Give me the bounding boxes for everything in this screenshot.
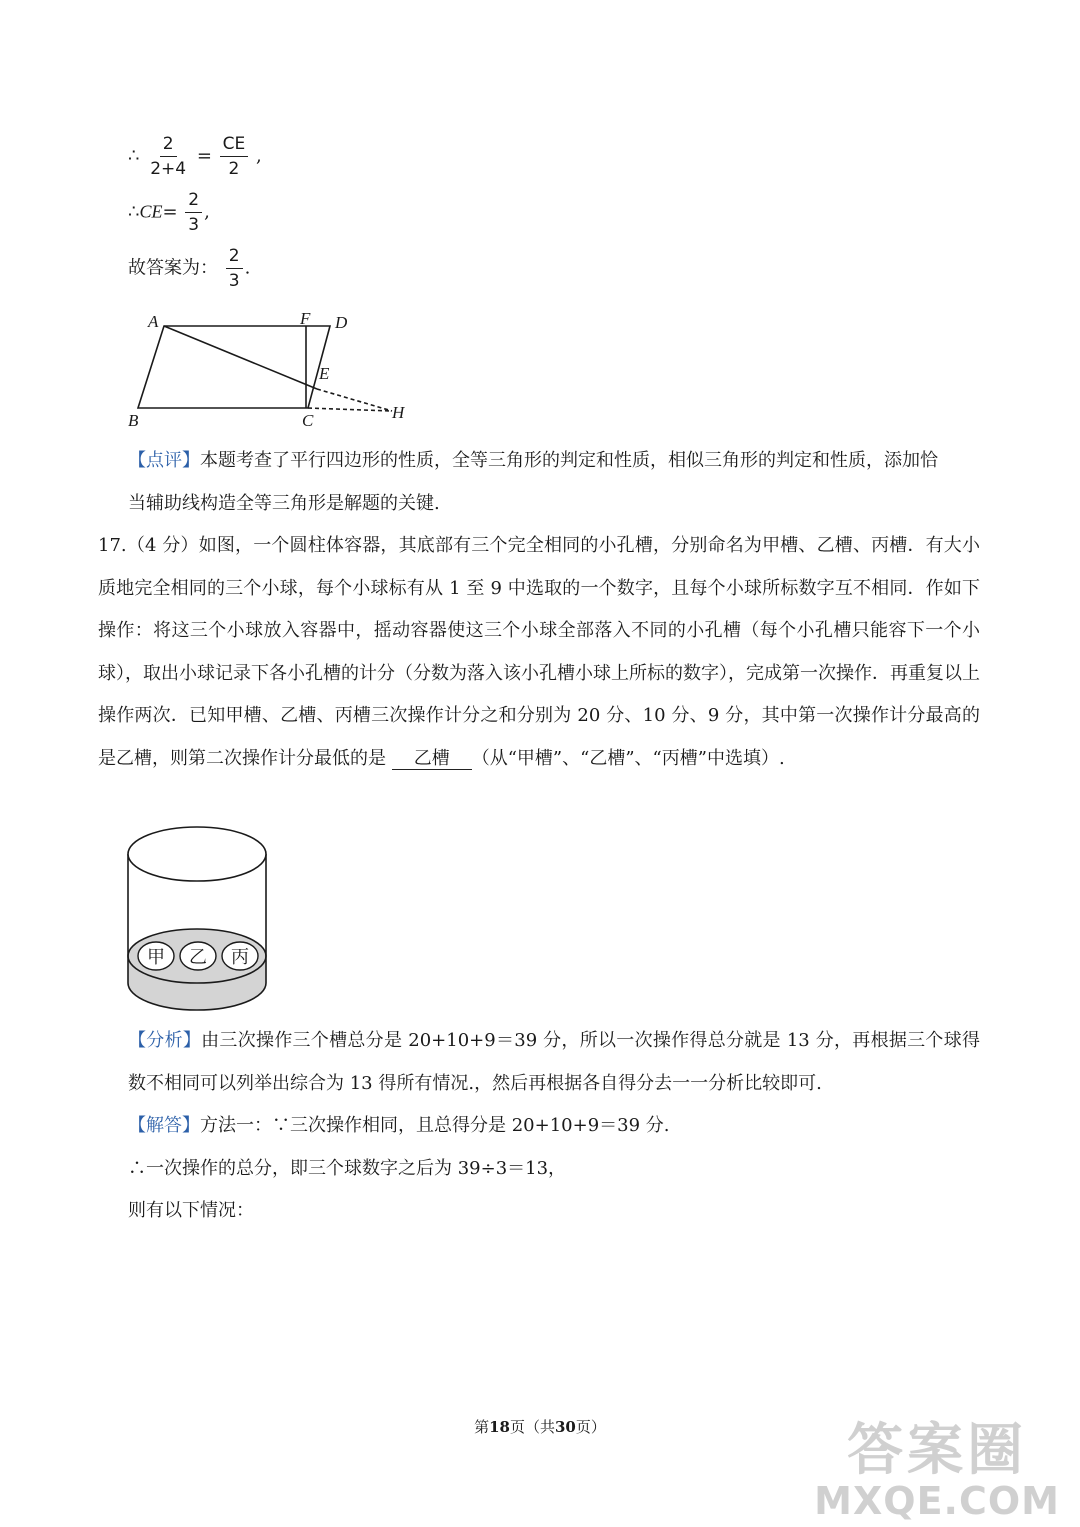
label-d: D bbox=[335, 313, 348, 332]
equation-ratio bbox=[128, 134, 262, 179]
fraction-denominator: 2+4 bbox=[150, 159, 187, 179]
variable-ce: CE bbox=[139, 201, 163, 222]
solution-line-1: 方法一：∵三次操作相同，且总得分是 20+10+9＝39 分. bbox=[200, 1115, 670, 1136]
review-text-1: 本题考查了平行四边形的性质，全等三角形的判定和性质，相似三角形的判定和性质，添加恰 bbox=[200, 450, 938, 471]
fraction-denominator: 2 bbox=[228, 159, 240, 179]
page-number: 18 bbox=[489, 1418, 510, 1436]
fraction-ce bbox=[185, 190, 202, 235]
footer-suffix: 页） bbox=[575, 1418, 606, 1436]
answer-label: 故答案为： bbox=[128, 257, 218, 279]
slot-label-yi: 乙 bbox=[189, 947, 207, 968]
solution-tag: 【解答】 bbox=[128, 1115, 200, 1136]
question-number: 17. bbox=[98, 535, 127, 556]
page-total: 30 bbox=[555, 1418, 576, 1436]
review-text-2: 当辅助线构造全等三角形是解题的关键. bbox=[128, 492, 440, 514]
parallelogram-figure bbox=[120, 305, 420, 435]
segment-ch-dashed bbox=[308, 408, 392, 411]
fraction-numerator: 2 bbox=[226, 246, 243, 269]
answer-fraction bbox=[226, 246, 243, 291]
solution-line-2: ∴一次操作的总分，即三个球数字之后为 39÷3＝13， bbox=[128, 1157, 567, 1179]
review-paragraph bbox=[128, 440, 980, 525]
fraction-numerator: CE bbox=[220, 134, 249, 157]
fraction-right bbox=[220, 134, 249, 179]
segment-ae bbox=[164, 326, 317, 389]
equals-sign: = bbox=[196, 145, 212, 167]
cylinder-top-rim bbox=[128, 827, 266, 881]
analysis-tag: 【分析】 bbox=[128, 1030, 202, 1051]
parallelogram-abcd bbox=[138, 326, 330, 408]
cylinder-figure bbox=[120, 818, 280, 1018]
comma: , bbox=[256, 145, 262, 167]
therefore-symbol: ∴ bbox=[128, 145, 140, 167]
fraction-left bbox=[147, 134, 189, 179]
question-score: （4 分） bbox=[126, 535, 199, 556]
question-17 bbox=[98, 525, 980, 780]
solution-line-3: 则有以下情况： bbox=[128, 1200, 254, 1221]
footer-mid: 页（共 bbox=[509, 1418, 555, 1436]
label-f: F bbox=[300, 309, 311, 328]
equals-sign: = bbox=[162, 201, 178, 223]
analysis-paragraph bbox=[128, 1020, 980, 1105]
fraction-denominator: 3 bbox=[188, 215, 200, 235]
footer-prefix: 第 bbox=[474, 1418, 490, 1436]
answer-line bbox=[128, 246, 250, 291]
comma: , bbox=[204, 201, 210, 223]
slot-label-bing: 丙 bbox=[231, 947, 249, 968]
watermark-logo bbox=[814, 1418, 1060, 1523]
question-text: 如图，一个圆柱体容器，其底部有三个完全相同的小孔槽，分别命名为甲槽、乙槽、丙槽．有大小质地完全相同的三个小球，每个小球标有从 1 至 9 中选取的一个数字，且每个小球所标数字互不相同．作如下操作：将这三个小球放入容器中，摇动容器使这三个小球全部落入不同的小孔槽（每个小孔槽只能容下一个小球），取出小球记录下各小孔槽的计分（分数为落入该小孔槽小球上所标的数字），完成第一次操作．再重复以上操作两次．已知甲槽、乙槽、丙槽三次操作计分之和分别为 20 分、10 分、9 分，其中第一次操作计分最高的是乙槽，则第二次操作计分最低的是 bbox=[98, 535, 980, 769]
label-a: A bbox=[148, 312, 159, 331]
label-b: B bbox=[128, 411, 139, 430]
watermark-line-1: 答案圈 bbox=[847, 1418, 1028, 1483]
equation-ce-value bbox=[128, 190, 210, 235]
label-c: C bbox=[302, 411, 314, 430]
slot-label-jia: 甲 bbox=[147, 947, 165, 968]
watermark-line-2: MXQE.COM bbox=[814, 1479, 1060, 1523]
label-e: E bbox=[319, 364, 330, 383]
question-text-end: （从“甲槽”、“乙槽”、“丙槽”中选填）. bbox=[471, 747, 785, 769]
answer-blank: 乙槽 bbox=[392, 749, 472, 770]
solution-paragraph bbox=[128, 1105, 980, 1233]
segment-eh-dashed bbox=[317, 389, 392, 411]
fraction-numerator: 2 bbox=[160, 134, 177, 157]
label-h: H bbox=[392, 403, 405, 422]
period: . bbox=[244, 257, 251, 279]
fraction-denominator: 3 bbox=[228, 271, 240, 291]
fraction-numerator: 2 bbox=[185, 190, 202, 213]
analysis-text: 由三次操作三个槽总分是 20+10+9＝39 分，所以一次操作得总分就是 13 分，再根据三个球得数不相同可以列举出综合为 13 得所有情况.，然后再根据各自得分去一一分析比较即可. bbox=[128, 1030, 981, 1094]
therefore-symbol: ∴ bbox=[128, 201, 140, 223]
review-tag: 【点评】 bbox=[128, 450, 200, 471]
